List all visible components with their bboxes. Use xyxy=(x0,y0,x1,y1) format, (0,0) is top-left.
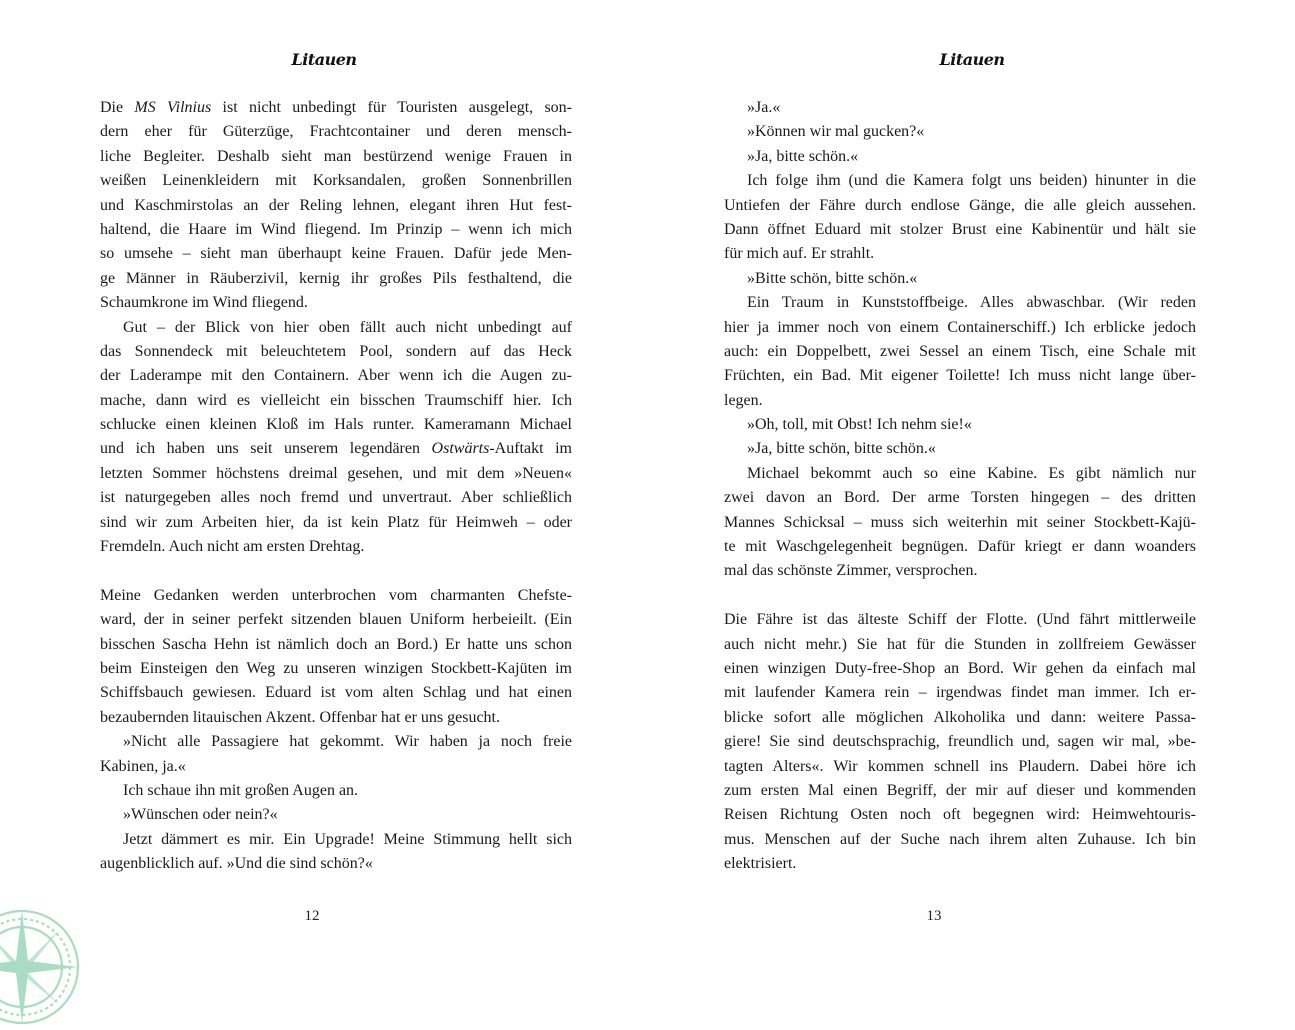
text-run: für mich auf. Er strahlt. xyxy=(724,245,875,263)
text-line xyxy=(724,145,1196,169)
text-line xyxy=(724,657,1196,681)
text-run: te mit Waschgelegenheit begnügen. Dafür kriegt er dann woanders xyxy=(724,538,1196,556)
text-line xyxy=(100,584,572,608)
text-line xyxy=(724,194,1196,218)
text-run: Mannes Schicksal – muss sich weiterhin mit seiner Stockbett-Kajü- xyxy=(724,513,1196,531)
text-line xyxy=(100,755,572,779)
text-line xyxy=(724,437,1196,461)
text-run: Schiffsbauch gewiesen. Eduard ist vom alten Schlag und hat einen xyxy=(100,684,572,702)
text-run: liche Begleiter. Deshalb sieht man bestürzend wenige Frauen in xyxy=(100,147,572,165)
text-run: so umsehe – sieht man überhaupt keine Frauen. Dafür jede Men- xyxy=(100,245,572,263)
text-run: Ich schaue ihn mit großen Augen an. xyxy=(123,781,359,799)
text-line xyxy=(100,486,572,510)
text-run: und ich haben uns seit unserem legendären xyxy=(100,440,432,458)
text-line xyxy=(100,242,572,266)
text-line xyxy=(100,681,572,705)
text-run: zwei davon an Bord. Der arme Torsten hingegen – des dritten xyxy=(724,489,1196,507)
text-run: zum ersten Mal einen Begriff, der mir auf dieser und kommenden xyxy=(724,781,1196,799)
text-line xyxy=(100,194,572,218)
text-line xyxy=(724,706,1196,730)
text-line xyxy=(724,608,1196,632)
text-run: ge Männer in Räuberzivil, kernig ihr großes Pils festhaltend, die xyxy=(100,269,572,287)
text-run: Ein Traum in Kunststoffbeige. Alles abwaschbar. (Wir reden xyxy=(747,294,1196,312)
text-run: auch: ein Doppelbett, zwei Sessel an einem Tisch, eine Schale mit xyxy=(724,342,1196,360)
text-line xyxy=(724,413,1196,437)
text-run: einen winzigen Duty-free-Shop an Bord. Wir gehen da einfach mal xyxy=(724,659,1196,677)
text-line xyxy=(724,316,1196,340)
text-line xyxy=(724,828,1196,852)
text-run: Die xyxy=(100,99,135,116)
text-line xyxy=(724,852,1196,876)
text-run: mus. Menschen auf der Suche nach ihrem alten Zuhause. Ich bin xyxy=(724,830,1196,848)
text-run: Dann öffnet Eduard mit stolzer Brust eine Kabinentür und hält sie xyxy=(724,220,1196,238)
text-run: Gut – der Blick von hier oben fällt auch nicht unbedingt auf xyxy=(123,318,572,336)
text-run: giere! Sie sind deutschsprachig, freundlich und, sagen wir mal, »be- xyxy=(724,733,1196,751)
text-line xyxy=(724,169,1196,193)
text-line xyxy=(724,291,1196,315)
text-run: hier ja immer noch von einem Containerschiff.) Ich erblicke jedoch xyxy=(724,318,1196,336)
text-run: bisschen Sascha Hehn ist nämlich doch an Bord.) Er hatte uns schon xyxy=(100,635,572,653)
text-run: blicke sofort alle möglichen Alkoholika und dann: weitere Passa- xyxy=(724,708,1196,726)
text-line xyxy=(724,364,1196,388)
body-text xyxy=(100,96,572,877)
text-run: beim Einsteigen den Weg zu unseren winzigen Stockbett-Kajüten im xyxy=(100,659,572,677)
text-run: legen. xyxy=(724,391,763,409)
text-line xyxy=(724,340,1196,364)
text-run: »Ja, bitte schön, bitte schön.« xyxy=(747,440,936,458)
text-run: Fremdeln. Auch nicht am ersten Drehtag. xyxy=(100,538,365,556)
page-number: 12 xyxy=(304,908,320,924)
text-line xyxy=(724,486,1196,510)
text-run: Die Fähre ist das älteste Schiff der Flotte. (Und fährt mittlerweile xyxy=(724,611,1196,629)
text-line xyxy=(724,730,1196,754)
text-line xyxy=(724,462,1196,486)
left-page xyxy=(0,0,648,1000)
italic-text: MS Vilnius xyxy=(134,99,212,116)
text-line xyxy=(100,267,572,291)
text-run: »Wünschen oder nein?« xyxy=(123,806,278,824)
text-line xyxy=(100,316,572,340)
text-run: augenblicklich auf. »Und die sind schön?« xyxy=(100,855,373,873)
text-line xyxy=(724,803,1196,827)
text-line xyxy=(724,218,1196,242)
text-line xyxy=(100,291,572,315)
text-run: bezaubernden litauischen Akzent. Offenbar hat er uns gesucht. xyxy=(100,708,500,726)
text-line xyxy=(100,511,572,535)
text-line xyxy=(724,242,1196,266)
text-run: -Auftakt im xyxy=(489,440,573,458)
text-run: das Sonnendeck mit beleuchtetem Pool, sondern auf das Heck xyxy=(100,342,572,360)
running-head: Litauen xyxy=(939,50,1005,69)
text-run: »Bitte schön, bitte schön.« xyxy=(747,269,918,287)
text-run: Schaumkrone im Wind fliegend. xyxy=(100,294,308,312)
text-line xyxy=(100,96,572,120)
text-run: Meine Gedanken werden unterbrochen vom charmanten Chefste- xyxy=(100,586,572,604)
text-run: Reisen Richtung Osten noch oft begegnen wird: Heimwehtouris- xyxy=(724,806,1196,824)
text-run: Jetzt dämmert es mir. Ein Upgrade! Meine Stimmung hellt sich xyxy=(123,830,572,848)
text-run: der Laderampe mit den Containern. Aber wenn ich die Augen zu- xyxy=(100,367,572,385)
text-line xyxy=(724,633,1196,657)
text-line xyxy=(724,389,1196,413)
text-line xyxy=(100,828,572,852)
text-line xyxy=(100,608,572,632)
text-line xyxy=(100,364,572,388)
text-line xyxy=(100,779,572,803)
text-line xyxy=(100,657,572,681)
text-line xyxy=(724,267,1196,291)
text-line xyxy=(724,511,1196,535)
text-line xyxy=(100,340,572,364)
text-run: »Ja.« xyxy=(747,99,781,116)
text-line xyxy=(100,535,572,559)
text-run: weißen Leinenkleidern mit Korksandalen, großen Sonnenbrillen xyxy=(100,172,572,190)
text-run: »Können wir mal gucken?« xyxy=(747,123,925,141)
text-run: mit laufender Kamera rein – irgendwas findet man immer. Ich er- xyxy=(724,684,1196,702)
text-run: und Kaschmirstolas an der Reling lehnen, elegant ihren Hut fest- xyxy=(100,196,572,214)
text-line xyxy=(724,779,1196,803)
text-run: sind wir zum Arbeiten hier, da ist kein Platz für Heimweh – oder xyxy=(100,513,572,531)
text-run: ward, der in seiner perfekt sitzenden blauen Uniform herbeieilt. (Ein xyxy=(100,611,572,629)
text-line xyxy=(100,852,572,876)
text-run: »Nicht alle Passagiere hat gekommt. Wir haben ja noch freie xyxy=(123,733,572,751)
text-run: Untiefen der Fähre durch endlose Gänge, die alle gleich aussehen. xyxy=(724,196,1196,214)
page-number: 13 xyxy=(926,908,942,924)
text-line xyxy=(100,633,572,657)
text-line xyxy=(100,169,572,193)
text-run: schlucke einen kleinen Kloß im Hals runter. Kameramann Michael xyxy=(100,416,572,434)
text-run: mal das schönste Zimmer, versprochen. xyxy=(724,562,978,580)
text-line xyxy=(100,389,572,413)
compass-rose-icon xyxy=(0,905,85,1030)
italic-text: Ostwärts xyxy=(431,440,490,458)
text-run: Kabinen, ja.« xyxy=(100,757,186,775)
text-run: auch nicht mehr.) Sie hat für die Stunden in zollfreiem Gewässer xyxy=(724,635,1196,653)
text-line xyxy=(100,218,572,242)
text-run: Ich folge ihm (und die Kamera folgt uns beiden) hinunter in die xyxy=(747,172,1196,190)
text-run: haltend, die Haare im Wind fliegend. Im Prinzip – wenn ich mich xyxy=(100,220,572,238)
text-line xyxy=(100,120,572,144)
text-run: Früchten, ein Bad. Mit eigener Toilette! Ich muss nicht lange über- xyxy=(724,367,1196,385)
text-run: dern eher für Güterzüge, Frachtcontainer und deren mensch- xyxy=(100,123,572,141)
text-run: mache, dann wird es vielleicht ein bisschen Traumschiff hier. Ich xyxy=(100,391,572,409)
body-text xyxy=(724,96,1196,877)
text-line xyxy=(724,96,1196,120)
paragraph-gap xyxy=(724,584,1196,608)
text-line xyxy=(724,120,1196,144)
text-run: »Oh, toll, mit Obst! Ich nehm sie!« xyxy=(747,416,972,434)
text-run: letzten Sommer höchstens dreimal gesehen, und mit dem »Neuen« xyxy=(100,464,572,482)
text-run: Michael bekommt auch so eine Kabine. Es gibt nämlich nur xyxy=(747,464,1196,482)
text-run: ist naturgegeben alles noch fremd und unvertraut. Aber schließlich xyxy=(100,489,572,507)
text-line xyxy=(724,681,1196,705)
text-run: elektrisiert. xyxy=(724,855,797,873)
text-line xyxy=(100,437,572,461)
text-line xyxy=(100,730,572,754)
text-line xyxy=(100,413,572,437)
text-run: ist nicht unbedingt für Touristen ausgelegt, son- xyxy=(211,99,573,116)
text-line xyxy=(724,535,1196,559)
text-line xyxy=(100,145,572,169)
text-line xyxy=(100,462,572,486)
text-line xyxy=(724,755,1196,779)
text-line xyxy=(724,559,1196,583)
paragraph-gap xyxy=(100,559,572,583)
text-run: »Ja, bitte schön.« xyxy=(747,147,859,165)
text-run: tagten Alters«. Wir kommen schnell ins Plaudern. Dabei höre ich xyxy=(724,757,1196,775)
running-head: Litauen xyxy=(291,50,357,69)
text-line xyxy=(100,803,572,827)
right-page xyxy=(648,0,1295,1000)
text-line xyxy=(100,706,572,730)
